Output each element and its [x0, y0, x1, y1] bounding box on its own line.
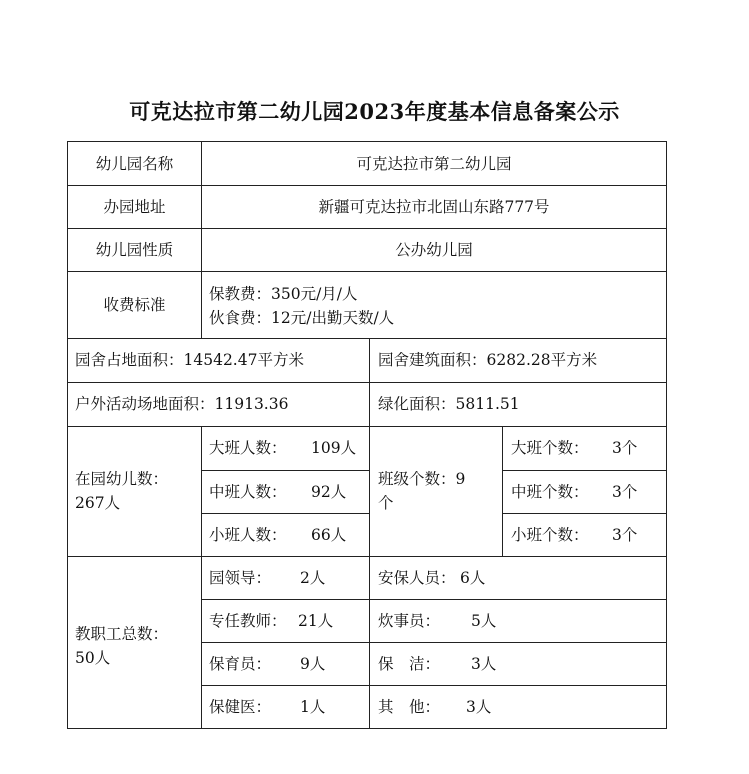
kindergarten-name-value: 可克达拉市第二幼儿园 [356, 155, 512, 173]
mid-class-children-label: 中班人数： [209, 483, 287, 501]
big-class-children-label: 大班人数： [209, 439, 287, 457]
page-title: 可克达拉市第二幼儿园2023年度基本信息备案公示 [129, 99, 620, 124]
doctor-label: 保健医： [209, 698, 272, 716]
fee-label: 收费标准 [103, 296, 166, 314]
mid-class-count-value: 3个 [612, 483, 638, 501]
mid-class-children-value: 92人 [311, 483, 347, 501]
children-total-label: 在园幼儿数： [75, 470, 169, 488]
doctor-value: 1人 [300, 698, 326, 716]
outdoor-area: 户外活动场地面积：11913.36 [75, 395, 289, 413]
land-area: 园舍占地面积：14542.47平方米 [75, 351, 304, 369]
big-class-count-value: 3个 [612, 439, 638, 457]
leaders-value: 2人 [300, 569, 326, 587]
kindergarten-name-label: 幼儿园名称 [95, 155, 174, 173]
security-label: 安保人员： [378, 569, 456, 587]
teachers-value: 21人 [298, 612, 334, 630]
tuition-fee: 保教费：350元/月/人 [209, 285, 358, 303]
row-divider [502, 470, 666, 471]
col-divider [369, 338, 370, 728]
cleaners-value: 3人 [471, 655, 497, 673]
row-divider [68, 271, 666, 272]
col-divider [201, 426, 202, 728]
big-class-count-label: 大班个数： [511, 439, 589, 457]
small-class-count-value: 3个 [612, 526, 638, 544]
address-value: 新疆可克达拉市北固山东路777号 [318, 198, 550, 216]
others-value: 3人 [466, 698, 492, 716]
mid-class-count-label: 中班个数： [511, 483, 589, 501]
green-area: 绿化面积：5811.51 [378, 395, 520, 413]
row-divider [68, 556, 666, 557]
others-label: 其 他： [378, 698, 441, 716]
cooks-value: 5人 [471, 612, 497, 630]
leaders-label: 园领导： [209, 569, 272, 587]
teachers-label: 专任教师： [209, 612, 287, 630]
nature-value: 公办幼儿园 [395, 241, 473, 259]
security-value: 6人 [460, 569, 486, 587]
row-divider [201, 685, 666, 686]
small-class-children-label: 小班人数： [209, 526, 287, 544]
nurses-value: 9人 [300, 655, 326, 673]
meal-fee: 伙食费：12元/出勤天数/人 [209, 309, 395, 327]
staff-total-label: 教职工总数： [75, 625, 169, 643]
cleaners-label: 保 洁： [378, 655, 441, 673]
nurses-label: 保育员： [209, 655, 272, 673]
row-divider [68, 382, 666, 383]
small-class-count-label: 小班个数： [511, 526, 589, 544]
children-total-value: 267人 [75, 494, 121, 512]
address-label: 办园地址 [103, 198, 166, 216]
building-area: 园舍建筑面积：6282.28平方米 [378, 351, 598, 369]
row-divider [201, 470, 369, 471]
info-table [67, 141, 667, 729]
small-class-children-value: 66人 [311, 526, 347, 544]
row-divider [201, 642, 666, 643]
class-count-label: 班级个数：9 [378, 470, 466, 488]
staff-total-value: 50人 [75, 649, 111, 667]
nature-label: 幼儿园性质 [95, 241, 174, 259]
row-divider [502, 513, 666, 514]
row-divider [201, 599, 666, 600]
class-count-unit: 个 [378, 494, 394, 512]
big-class-children-value: 109人 [311, 439, 357, 457]
row-divider [68, 426, 666, 427]
cooks-label: 炊事员： [378, 612, 441, 630]
row-divider [68, 228, 666, 229]
row-divider [68, 338, 666, 339]
row-divider [68, 185, 666, 186]
row-divider [201, 513, 369, 514]
col-divider [502, 426, 503, 556]
